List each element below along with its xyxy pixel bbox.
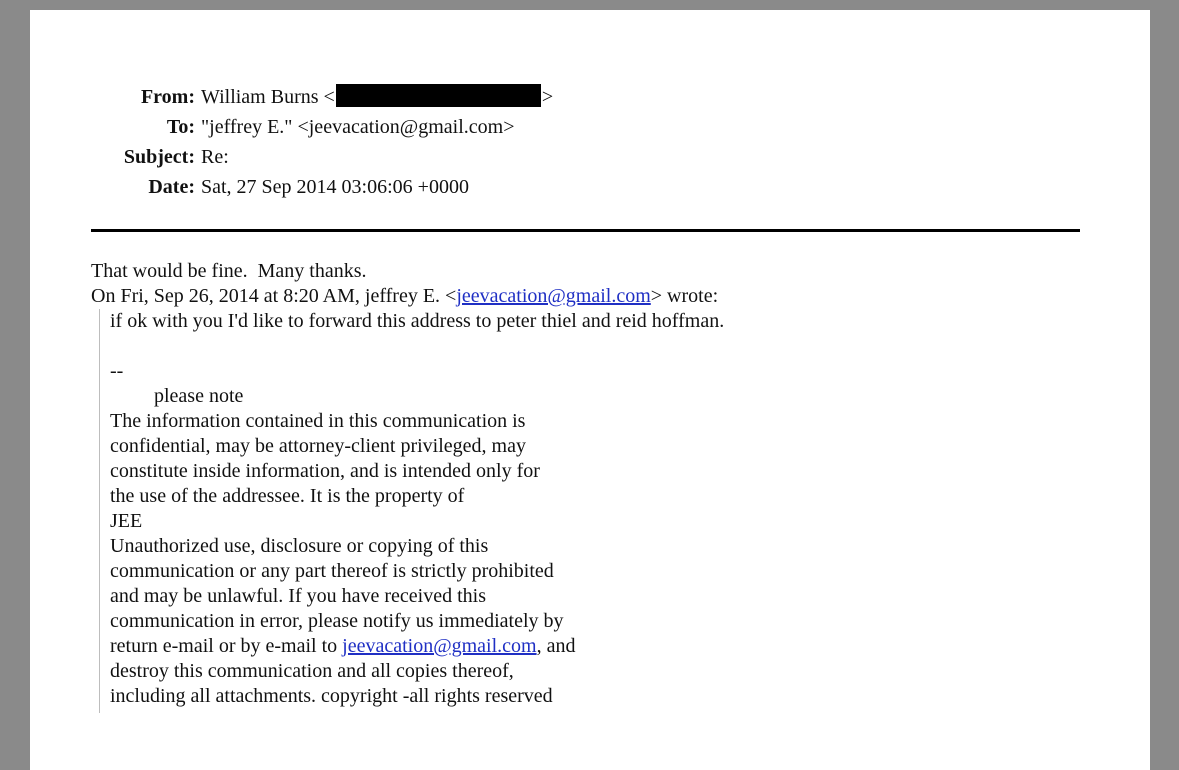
disclaimer-line: The information contained in this communication is [110,410,526,432]
return-email-link[interactable]: jeevacation@gmail.com [342,635,537,657]
disclaimer-line: JEE [110,510,143,532]
subject-row [30,142,590,172]
quoted-text: if ok with you I'd like to forward this address to peter thiel and reid hoffman. [110,310,725,332]
subject-value: Re: [201,146,229,168]
to-row [30,112,590,142]
note-heading: please note [154,385,244,407]
closing-line: including all attachments. copyright -all rights reserved [110,685,553,707]
attribution-suffix: > wrote: [650,285,719,307]
document-page [30,10,1150,770]
disclaimer-line: Unauthorized use, disclosure or copying of this [110,535,489,557]
attribution-line [91,284,1091,309]
from-row [30,82,590,112]
date-row [30,172,590,202]
header-divider [91,229,1080,232]
return-suffix: , and [536,635,576,657]
disclaimer-line: communication or any part thereof is strictly prohibited [110,560,554,582]
from-label: From: [140,86,195,108]
from-name: William Burns < [201,86,335,108]
return-prefix: return e-mail or by e-mail to [110,635,343,657]
subject-label: Subject: [123,146,195,168]
blank-line [110,334,1091,359]
quoted-message [99,309,1091,713]
to-value: "jeffrey E." <jeevacation@gmail.com> [201,116,515,138]
reply-text: That would be fine. Many thanks. [91,260,367,282]
email-header [30,82,590,202]
disclaimer-line: the use of the addressee. It is the property of [110,485,465,507]
closing-line: destroy this communication and all copies thereof, [110,660,514,682]
from-close: > [541,86,554,108]
from-value [201,82,553,112]
attribution-email-link[interactable]: jeevacation@gmail.com [456,285,651,307]
disclaimer-line: constitute inside information, and is intended only for [110,460,540,482]
disclaimer-line: confidential, may be attorney-client privileged, may [110,435,526,457]
return-email-line [110,634,1091,659]
date-value: Sat, 27 Sep 2014 03:06:06 +0000 [201,176,469,198]
email-body [91,259,1091,713]
disclaimer-line: and may be unlawful. If you have received this [110,585,486,607]
redaction-bar [336,84,541,107]
signature-separator: -- [110,360,124,382]
disclaimer-line: communication in error, please notify us immediately by [110,610,564,632]
attribution-prefix: On Fri, Sep 26, 2014 at 8:20 AM, jeffrey E. < [91,285,457,307]
to-label: To: [166,116,195,138]
date-label: Date: [148,176,195,198]
